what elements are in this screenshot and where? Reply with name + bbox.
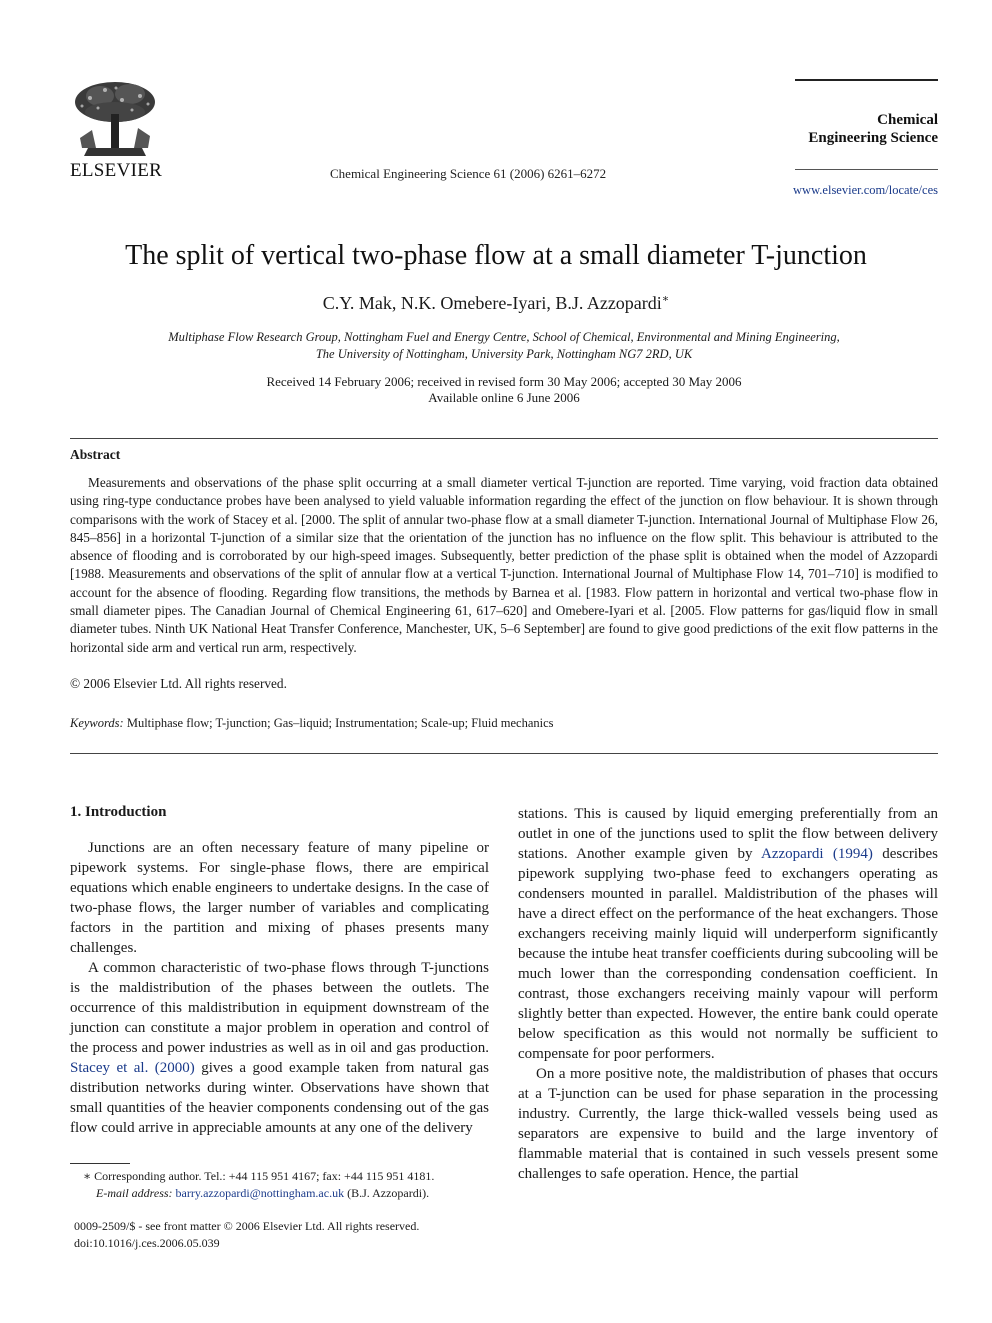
abstract-bottom-rule <box>70 753 938 754</box>
journal-title <box>795 111 938 147</box>
intro-paragraph-3 <box>518 804 938 1064</box>
article-dates <box>70 374 938 406</box>
keywords <box>70 716 554 731</box>
email-label: E-mail address: <box>96 1186 173 1200</box>
article-title: The split of vertical two-phase flow at a small diameter T-junction <box>125 240 867 271</box>
footer-doi: doi:10.1016/j.ces.2006.05.039 <box>74 1236 220 1250</box>
intro-r1-text-b: describes pipework supplying two-phase feed to exchangers operating as condensers mounted in parallel. Maldistribution of the phases will have a direct effect on the performance of the heat exchangers. Those exchangers receiving mainly liquid will underperform significantly because the intube heat transfer coefficients during subcooling will be much lower than the corresponding condensation coefficient. In contrast, those exchangers receiving mainly vapour will perform slightly better than expected. However, the entire bank could operate below specification as this would not normally be sufficient to compensate for poor performers. <box>518 846 939 1062</box>
right-column <box>518 804 938 1184</box>
elsevier-tree-icon <box>70 78 160 158</box>
keywords-label: Keywords: <box>70 716 124 730</box>
dates-received: Received 14 February 2006; received in revised form 30 May 2006; accepted 30 May 2006 <box>266 374 742 389</box>
header-rule <box>795 79 938 81</box>
abstract-text: Measurements and observations of the phase split occurring at a small diameter vertical T-junction are reported. Time varying, void fraction data obtained using ring-type conductance probes have been analysed to yield valuable information regarding the effect of the junction on flow behaviour. It is shown through comparisons with the work of Stacey et al. [2000. The split of annular two-phase flow at a small diameter T-junction. International Journal of Multiphase Flow 26, 845–856] in a horizontal T-junction of a similar size that the orientation of the junction has no influence on the flow split. This behaviour is attributed to the absence of flooding and is corroborated by our high-speed images. Subsequently, better prediction of the phase split is obtained when the model of Azzopardi [1988. Measurements and observations of the split of annular flow at a vertical T-junction. International Journal of Multiphase Flow 14, 701–710] is modified to account for the absence of flooding. Regarding flow transitions, the methods by Barnea et al. [1983. Flow pattern in horizontal and vertical two-phase flow in small diameter pipes. The Canadian Journal of Chemical Engineering 61, 617–620] and Omebere-Iyari et al. [2005. Flow patterns for gas/liquid flow in small diameter tubes. Ninth UK National Heat Transfer Conference, Manchester, UK, 5–6 September] are found to give good predictions of the exit flow patterns in the horizontal side arm and vertical run arm, respectively. <box>70 475 938 655</box>
footnote-contact: Corresponding author. Tel.: +44 115 951 4167; fax: +44 115 951 4181. <box>91 1169 435 1183</box>
journal-url-link[interactable]: www.elsevier.com/locate/ces <box>793 183 938 197</box>
email-link[interactable]: barry.azzopardi@nottingham.ac.uk <box>175 1186 345 1200</box>
affiliation-line1: Multiphase Flow Research Group, Nottingham Fuel and Energy Centre, School of Chemical, Environmental and Mining Engineering, <box>168 330 840 344</box>
footnote-rule <box>70 1163 130 1164</box>
citation-link-stacey-2000[interactable]: Stacey et al. (2000) <box>70 1060 195 1076</box>
abstract-top-rule <box>70 438 938 439</box>
journal-title-line1: Chemical <box>877 112 938 128</box>
intro-paragraph-4: On a more positive note, the maldistribution of phases that occurs at a T-junction can be used for phase separation in the processing industry. Currently, the large thick-walled vessels being used as separators are expensive to build and the large inventory of flammable material that is contained in such vessels present some challenges to safe operation. Hence, the partial <box>518 1066 938 1182</box>
section-heading-introduction: 1. Introduction <box>70 804 167 820</box>
dates-online: Available online 6 June 2006 <box>428 390 580 405</box>
corresponding-author-mark[interactable]: ∗ <box>661 293 670 305</box>
footnote-mark: ∗ <box>83 1169 92 1183</box>
journal-title-rule <box>795 169 938 170</box>
journal-title-line2: Engineering Science <box>808 130 938 146</box>
affiliation <box>70 329 938 363</box>
affiliation-line2: The University of Nottingham, University Park, Nottingham NG7 2RD, UK <box>315 347 693 361</box>
footnote-line2 <box>70 1185 489 1202</box>
email-suffix: (B.J. Azzopardi). <box>344 1186 430 1200</box>
intro-p2-text-a: A common characteristic of two-phase flows through T-junctions is the maldistribution of the phases between the outlets. The occurrence of this maldistribution in equipment downstream of the junction can constitute a major problem in operation and control of the process and power industries as well as in oil and gas production. <box>70 960 489 1056</box>
article-authors <box>60 292 932 314</box>
footnote-line1 <box>70 1168 489 1185</box>
publisher-name: ELSEVIER <box>70 160 163 181</box>
abstract-copyright: © 2006 Elsevier Ltd. All rights reserved. <box>70 676 287 691</box>
footer-front-matter: 0009-2509/$ - see front matter © 2006 Elsevier Ltd. All rights reserved. <box>74 1219 420 1233</box>
intro-paragraph-2 <box>70 958 489 1138</box>
intro-paragraph-1: Junctions are an often necessary feature of many pipeline or pipework systems. For single-phase flows, there are empirical equations which enable engineers to undertake designs. In the case of two-phase flows, the larger number of variables and complicating factors in the partition and mixing of phases presents many challenges. <box>70 840 489 956</box>
intro-p2-text-b: gives a good example taken from natural gas distribution networks during winter. Observations have shown that small quantities of the heavier components condensing out of the gas flow could arrive in appreciable amounts at any one of the delivery <box>70 1060 489 1136</box>
authors-names: C.Y. Mak, N.K. Omebere-Iyari, B.J. Azzopardi <box>322 293 662 313</box>
citation-link-azzopardi-1994[interactable]: Azzopardi (1994) <box>761 846 873 862</box>
intro-r1-text-a: stations. This is caused by liquid emerging preferentially from an outlet in one of the junctions used to split the flow between delivery stations. Another example given by <box>518 806 938 862</box>
elsevier-logo <box>70 78 163 181</box>
page-footer <box>74 1218 419 1252</box>
footnote <box>70 1168 489 1202</box>
journal-citation: Chemical Engineering Science 61 (2006) 6261–6272 <box>330 166 607 181</box>
abstract-heading: Abstract <box>70 447 121 462</box>
left-column <box>70 838 489 1138</box>
keywords-list: Multiphase flow; T-junction; Gas–liquid; Instrumentation; Scale-up; Fluid mechanics <box>123 716 554 730</box>
